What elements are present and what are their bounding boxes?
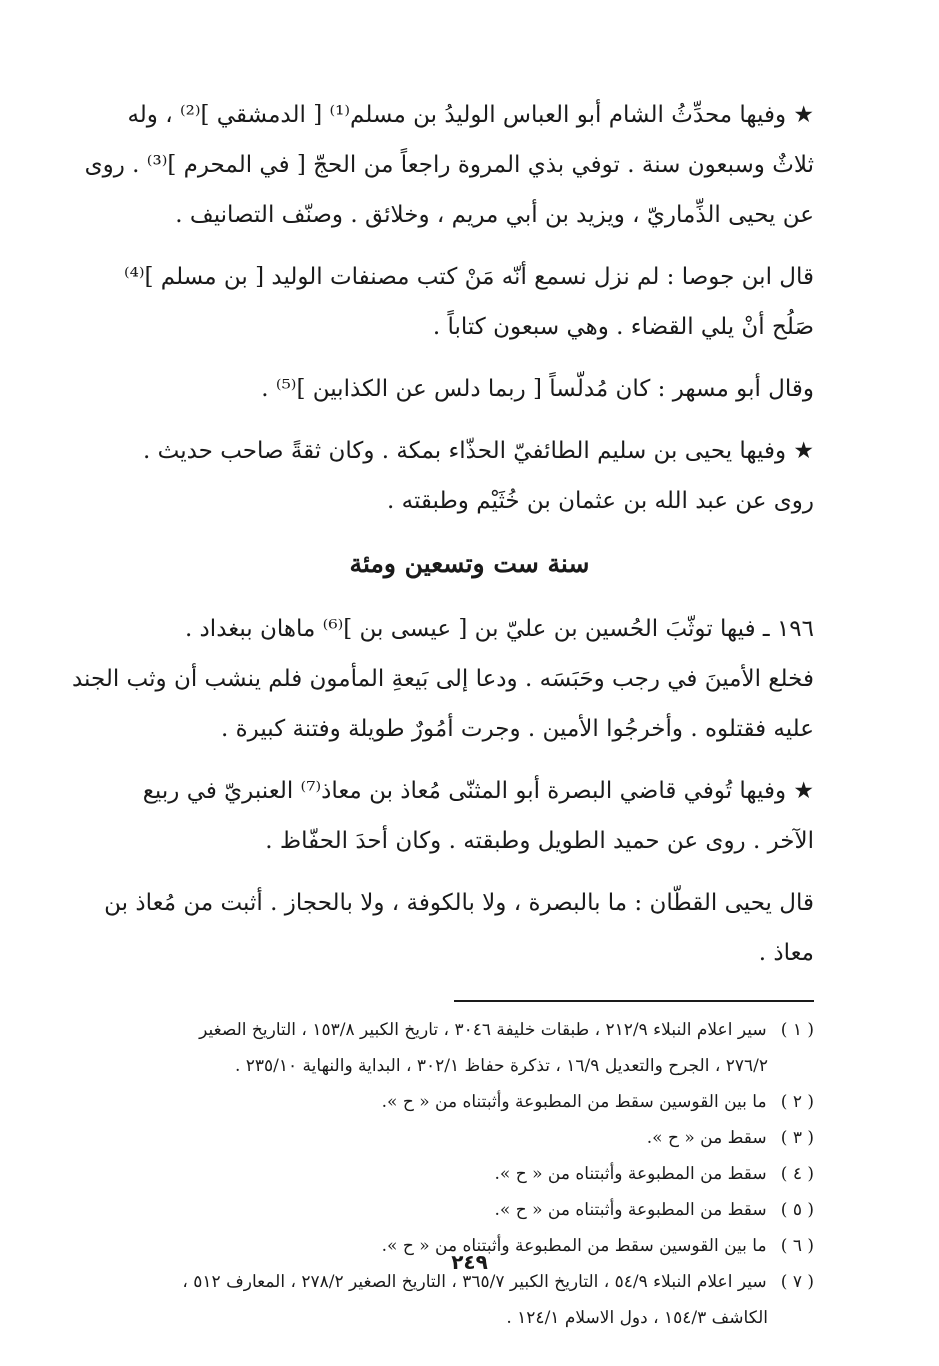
text-line: ١٩٦ ـ فيها توثّبَ الحُسين بن عليّ بن [ عيسى بن ]⁽⁶⁾ ماهان ببغداد . [184, 616, 814, 642]
text-line: صَلُح أنْ يلي القضاء . وهي سبعون كتاباً . [432, 314, 814, 340]
footnote-text: سقط من المطبوعة وأثبتناه من « ح ». [494, 1200, 767, 1220]
footnote [125, 1012, 814, 1084]
text-line: معاذ . [758, 940, 814, 966]
footnote-text: ما بين القوسين سقط من المطبوعة وأثبتناه من « ح ». [381, 1236, 767, 1256]
footnote-number: ( ٢ ) [780, 1092, 814, 1112]
text-line: عليه فقتلوه . وأخرجُوا الأمين . وجرت أمُورٌ طويلة وفتنة كبيرة . [220, 716, 814, 742]
footnote-number: ( ١ ) [780, 1020, 814, 1040]
footnote-text: الكاشف ١٥٤/٣ ، دول الاسلام ١٢٤/١ . [506, 1308, 768, 1328]
text-line: ★ وفيها محدِّثُ الشام أبو العباس الوليدُ بن مسلم⁽¹⁾ [ الدمشقي ]⁽²⁾ ، وله [127, 102, 814, 128]
paragraph-year-196 [71, 604, 814, 754]
paragraph-ibn-jawsa [125, 252, 814, 352]
text-line: وقال أبو مسهر : كان مُدلّساً [ ربما دلس عن الكذابين ]⁽⁵⁾ . [261, 376, 814, 402]
footnote-number: ( ٣ ) [780, 1128, 814, 1148]
footnote [125, 1264, 814, 1336]
paragraph-abu-mushir [125, 364, 814, 414]
footnote-number: ( ٧ ) [780, 1272, 814, 1292]
footnote [125, 1192, 814, 1228]
footnote-text: ٢٧٦/٢ ، الجرح والتعديل ١٦/٩ ، تذكرة حفاظ ٣٠٢/١ ، البداية والنهاية ٢٣٥/١٠ . [234, 1056, 768, 1076]
footnote-number: ( ٥ ) [780, 1200, 814, 1220]
footnote-separator [454, 1000, 814, 1002]
book-page [71, 90, 814, 1328]
paragraph-muadh-ibn-muadh [125, 766, 814, 866]
paragraph-yahya-ibn-sulaym [125, 426, 814, 526]
text-line: الآخر . روى عن حميد الطويل وطبقته . وكان أحدَ الحفّاظ . [265, 828, 814, 854]
footnote-number: ( ٦ ) [780, 1236, 814, 1256]
footnote-text: سير اعلام النبلاء ٥٤/٩ ، التاريخ الكبير ٣٦٥/٧ ، التاريخ الصغير ٢٧٨/٢ ، المعارف ٥١٢ ، [182, 1272, 767, 1292]
text-line: ★ وفيها تُوفي قاضي البصرة أبو المثنّى مُعاذ بن معاذ⁽⁷⁾ العنبريّ في ربيع [142, 778, 814, 804]
footnote [125, 1120, 814, 1156]
footnote-text: ما بين القوسين سقط من المطبوعة وأثبتناه من « ح ». [381, 1092, 767, 1112]
text-line: روى عن عبد الله بن عثمان بن خُثَيْم وطبقته . [387, 488, 814, 514]
footnote [125, 1156, 814, 1192]
text-line: قال يحيى القطّان : ما بالبصرة ، ولا بالكوفة ، ولا بالحجاز . أثبت من مُعاذ بن [104, 890, 814, 916]
footnotes [125, 1012, 814, 1336]
page-number: ٢٤٩ [451, 1250, 488, 1274]
text-line: قال ابن جوصا : لم نزل نسمع أنّه مَنْ كتب مصنفات الوليد [ بن مسلم ]⁽⁴⁾ [123, 264, 814, 290]
text-line: ثلاثٌ وسبعون سنة . توفي بذي المروة راجعاً من الحجّ [ في المحرم ]⁽³⁾ . روى [84, 152, 814, 178]
paragraph-yahya-al-qattan [104, 878, 814, 978]
footnote-text: سقط من المطبوعة وأثبتناه من « ح ». [494, 1164, 767, 1184]
footnote [125, 1084, 814, 1120]
footnote-text: سير اعلام النبلاء ٢١٢/٩ ، طبقات خليفة ٣٠٤٦ ، تاريخ الكبير ١٥٣/٨ ، التاريخ الصغير [199, 1020, 767, 1040]
text-line: فخلع الأمينَ في رجب وحَبَسَه . ودعا إلى بَيعةِ المأمون فلم ينشب أن وثب الجند [71, 666, 814, 692]
footnote-text: سقط من « ح ». [646, 1128, 767, 1148]
footnote-number: ( ٤ ) [780, 1164, 814, 1184]
section-heading: سنة ست وتسعين ومئة [349, 549, 590, 578]
text-line: عن يحيى الذِّماريّ ، ويزيد بن أبي مريم ، وخلائق . وصنّف التصانيف . [175, 202, 814, 228]
paragraph-walid-ibn-muslim [84, 90, 814, 240]
text-line: ★ وفيها يحيى بن سليم الطائفيّ الحذّاء بمكة . وكان ثقةً صاحب حديث . [142, 438, 814, 464]
